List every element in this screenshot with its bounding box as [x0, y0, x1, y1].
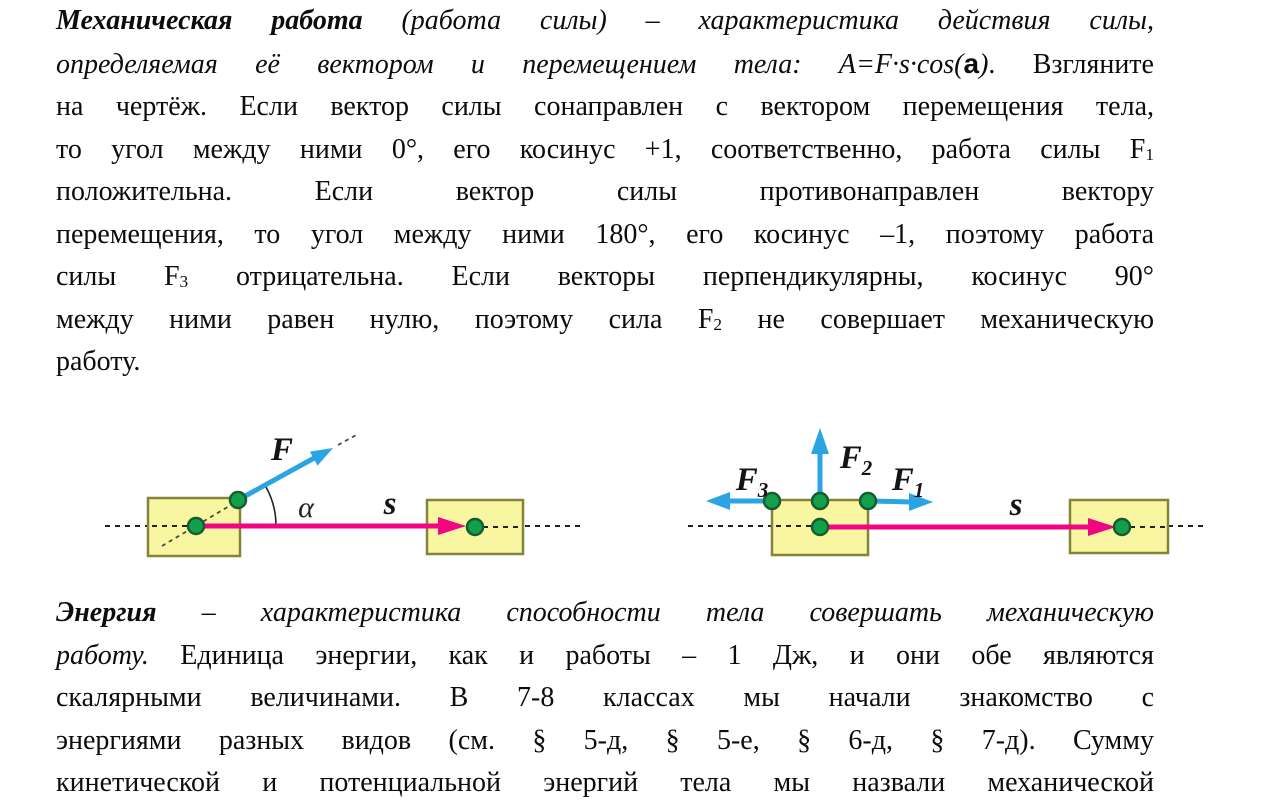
end-block-center-dot: [467, 519, 483, 535]
text-line: [56, 171, 1154, 214]
text-segment: на чертёж. Если вектор силы сонаправлен с вектором перемещения тела,: [56, 91, 1154, 122]
text-segment: то угол между ними 0°, его косинус +1, соответственно, работа силы F: [56, 133, 1146, 165]
text-segment: отрицательна. Если векторы перпендикулярны, косинус 90°: [188, 261, 1154, 292]
center-attachment-dot: [812, 519, 828, 535]
force-f2-label: $F_2$: [839, 440, 873, 480]
text-segment: ): [979, 48, 989, 80]
end-block-center-dot: [1114, 519, 1130, 535]
text-segment: 3: [179, 272, 189, 292]
force-f3-arrowhead: [706, 492, 730, 510]
force-f-arrowhead: [310, 448, 333, 466]
text-segment: энергиями разных видов (см. § 5-д, § 5-е, § 6-д, § 7-д). Сумму: [56, 724, 1154, 756]
text-segment: . Взгляните: [988, 48, 1154, 80]
text-segment: Единица энергии, как и работы – 1 Дж, и они обе являются: [148, 639, 1154, 671]
paragraph-mechanical-work: [56, 0, 1154, 384]
text-segment: Механическая работа: [56, 5, 363, 36]
text-line: [56, 299, 1154, 342]
top-right-dot: [860, 493, 876, 509]
paragraph-energy: [56, 592, 1154, 805]
force-diagrams-figure: [0, 400, 1280, 595]
text-segment: скалярными величинами. В 7-8 классах мы начали знакомство с: [56, 682, 1154, 713]
text-segment: между ними равен нулю, поэтому сила F: [56, 303, 714, 335]
text-segment: – характеристика способности тела совершать механическую: [156, 597, 1154, 628]
text-line: [56, 762, 1154, 805]
text-segment: работу.: [56, 639, 149, 671]
top-center-dot: [812, 493, 828, 509]
text-line: [56, 214, 1154, 257]
angle-alpha-arc: [266, 487, 276, 526]
force-f3-label: $F_3$: [735, 462, 769, 502]
text-line: [56, 129, 1154, 172]
text-segment: 2: [713, 314, 723, 334]
text-segment: перемещения, то угол между ними 180°, его косинус –1, поэтому работа: [56, 218, 1154, 250]
text-segment: положительна. Если вектор силы противонаправлен вектору: [56, 176, 1154, 207]
text-segment: определяемая её вектором и перемещением тела: A=F·s·cos(: [56, 48, 964, 80]
text-segment: a: [963, 47, 980, 79]
text-line: [56, 256, 1154, 299]
text-segment: силы F: [56, 261, 180, 292]
displacement-s-label: s: [383, 486, 397, 522]
text-line: [56, 592, 1154, 635]
force-f2-arrowhead: [811, 428, 829, 454]
force-f-dashed-extension: [338, 434, 358, 445]
text-line: [56, 341, 1154, 384]
text-line: [56, 0, 1154, 43]
diagram-three-forces: [688, 428, 1203, 555]
displacement-s-label: s: [1009, 487, 1023, 523]
force-f1-vector: [872, 501, 911, 502]
diagram-force-at-angle: [105, 432, 585, 556]
text-line: [56, 43, 1154, 87]
force-f-label: F: [270, 432, 294, 468]
text-segment: Энергия: [56, 597, 157, 628]
text-segment: работу.: [56, 346, 141, 377]
force-application-dot: [230, 492, 246, 508]
text-line: [56, 86, 1154, 129]
force-f1-label: $F_1$: [891, 462, 925, 502]
text-segment: 1: [1145, 144, 1154, 164]
text-segment: кинетической и потенциальной энергий тела мы назвали механической: [56, 767, 1154, 798]
text-line: [56, 720, 1154, 763]
text-segment: (работа силы) – характеристика действия силы,: [362, 5, 1155, 36]
center-attachment-dot: [188, 518, 204, 534]
text-line: [56, 677, 1154, 720]
angle-alpha-label: α: [298, 491, 314, 524]
text-line: [56, 635, 1154, 678]
text-segment: не совершает механическую: [722, 303, 1154, 335]
